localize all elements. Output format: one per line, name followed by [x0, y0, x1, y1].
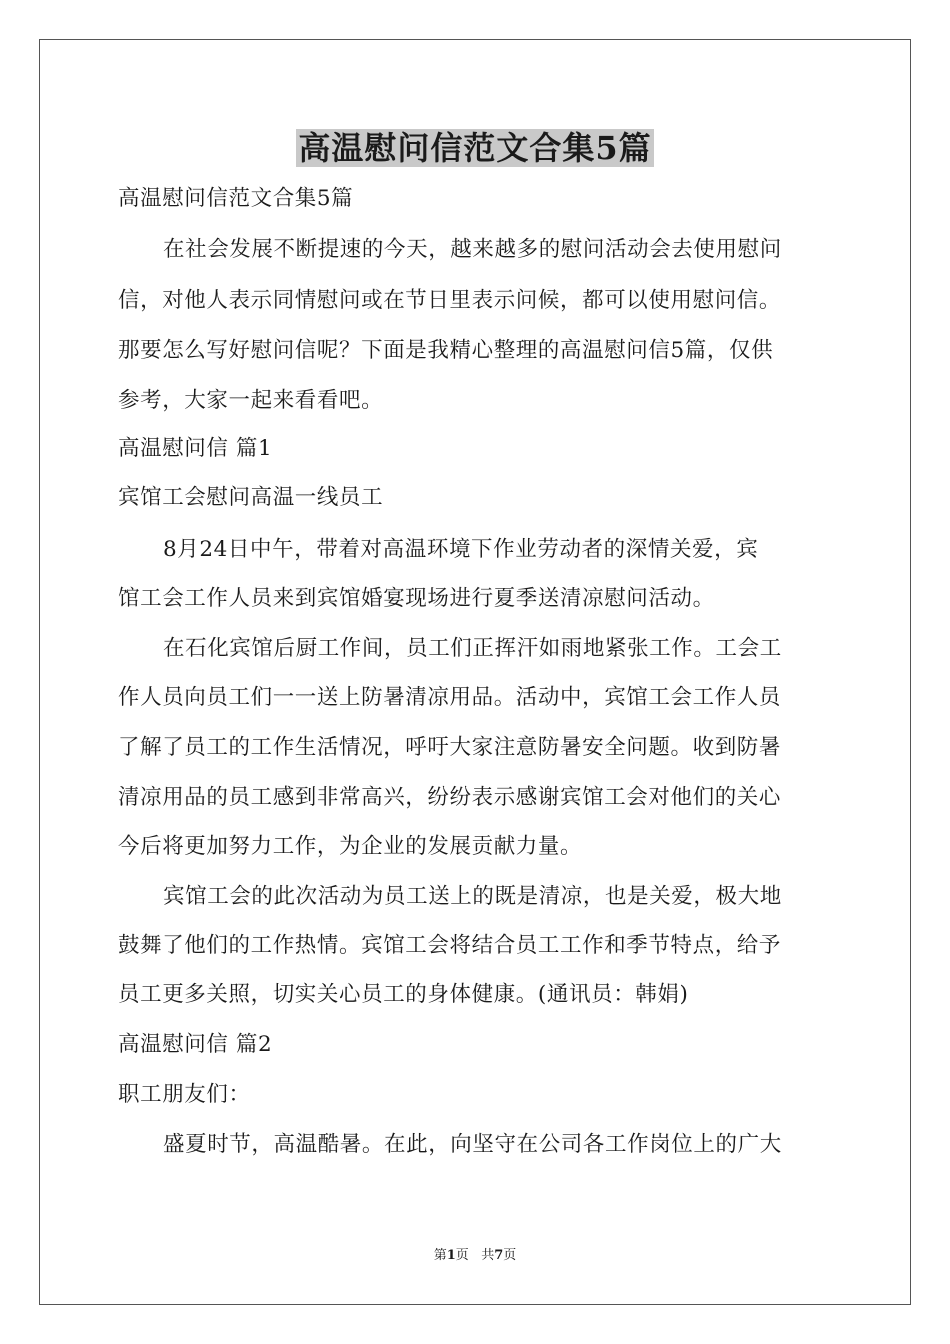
- paragraph-line: 盛夏时节，高温酷暑。在此，向坚守在公司各工作岗位上的广大: [163, 1132, 782, 1157]
- total-suffix: 页: [503, 1248, 517, 1263]
- paragraph-line: 宾馆工会的此次活动为员工送上的既是清凉，也是关爱，极大地: [163, 884, 782, 909]
- paragraph-line: 8月24日中午，带着对高温环境下作业劳动者的深情关爱，宾: [163, 537, 759, 562]
- page-prefix: 第: [433, 1248, 447, 1263]
- page-number: 1: [446, 1248, 456, 1263]
- paragraph-line: 作人员向员工们一一送上防暑清凉用品。活动中，宾馆工会工作人员: [118, 685, 782, 710]
- paragraph-line: 鼓舞了他们的工作热情。宾馆工会将结合员工工作和季节特点，给予: [118, 933, 782, 958]
- section-heading-2: 高温慰问信 篇2: [118, 1032, 273, 1057]
- paragraph-line: 今后将更加努力工作，为企业的发展贡献力量。: [118, 834, 583, 859]
- salutation: 职工朋友们：: [118, 1082, 251, 1107]
- paragraph-line: 信，对他人表示同情慰问或在节日里表示问候，都可以使用慰问信。: [118, 288, 782, 313]
- paragraph-line: 馆工会工作人员来到宾馆婚宴现场进行夏季送清凉慰问活动。: [118, 586, 715, 611]
- subtitle-line: 高温慰问信范文合集5篇: [118, 186, 354, 211]
- page-suffix: 页: [455, 1248, 469, 1263]
- paragraph-line: 了解了员工的工作生活情况，呼吁大家注意防暑安全问题。收到防暑: [118, 735, 782, 760]
- page-border: [39, 39, 911, 1305]
- paragraph-line: 在石化宾馆后厨工作间，员工们正挥汗如雨地紧张工作。工会工: [163, 636, 782, 661]
- paragraph-line: 员工更多关照，切实关心员工的身体健康。(通讯员：韩娟): [118, 982, 689, 1007]
- document-title: 高温慰问信范文合集5篇: [298, 129, 652, 167]
- paragraph-line: 清凉用品的员工感到非常高兴，纷纷表示感谢宾馆工会对他们的关心: [118, 785, 782, 810]
- paragraph-line: 参考，大家一起来看看吧。: [118, 388, 384, 413]
- total-pages: 7: [494, 1248, 504, 1263]
- page-footer: [0, 1247, 950, 1265]
- section-heading-1: 高温慰问信 篇1: [118, 436, 273, 461]
- paragraph-line: 那要怎么写好慰问信呢？下面是我精心整理的高温慰问信5篇，仅供: [118, 338, 774, 363]
- total-prefix: 共: [481, 1248, 495, 1263]
- paragraph-line: 在社会发展不断提速的今天，越来越多的慰问活动会去使用慰问: [163, 237, 782, 262]
- article-heading: 宾馆工会慰问高温一线员工: [118, 485, 384, 510]
